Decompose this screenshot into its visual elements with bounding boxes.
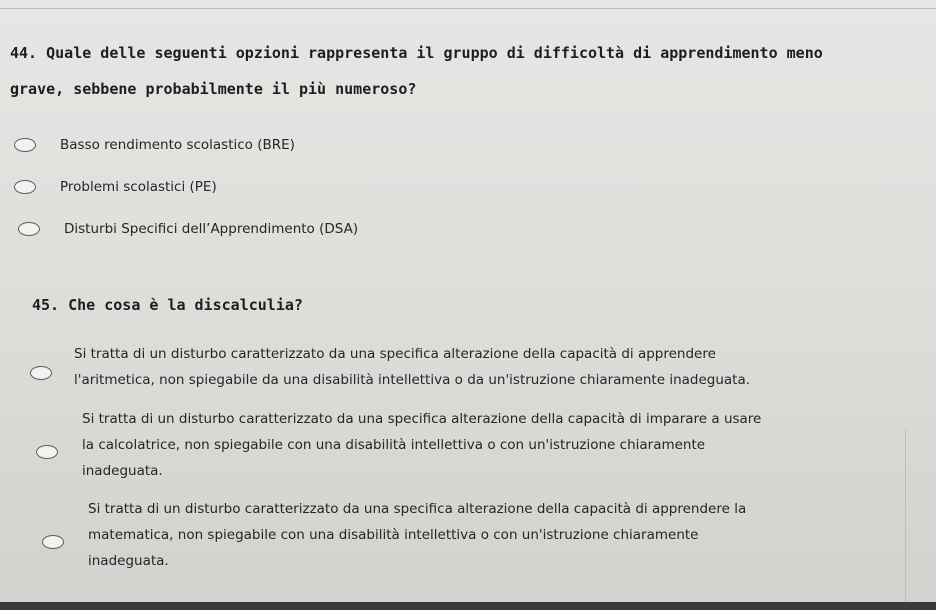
option-label: Basso rendimento scolastico (BRE) — [60, 137, 295, 153]
question-45-option-mathematics[interactable] — [42, 496, 832, 574]
radio-button[interactable] — [36, 445, 58, 459]
question-45-title: 45. Che cosa è la discalculia? — [32, 296, 303, 314]
option-label-line: matematica, non spiegabile con una disabilità intellettiva o con un'istruzione chiaramente — [88, 527, 699, 543]
question-44-option-dsa[interactable] — [18, 216, 458, 242]
radio-button[interactable] — [18, 222, 40, 236]
option-label-line: Si tratta di un disturbo caratterizzato da una specifica alterazione della capacità di imparare a usare — [82, 411, 762, 427]
top-divider — [0, 8, 936, 9]
option-label — [74, 341, 750, 393]
option-label-line: Si tratta di un disturbo caratterizzato da una specifica alterazione della capacità di apprendere — [74, 346, 716, 362]
option-label: Problemi scolastici (PE) — [60, 179, 217, 195]
option-label-line: la calcolatrice, non spiegabile con una disabilità intellettiva o con un'istruzione chiaramente — [82, 437, 706, 453]
option-label-line: inadeguata. — [82, 463, 163, 479]
question-44-option-bre[interactable] — [14, 132, 434, 158]
radio-button[interactable] — [14, 180, 36, 194]
radio-button[interactable] — [42, 535, 64, 549]
question-45-option-calculator[interactable] — [36, 406, 836, 484]
option-label — [82, 406, 761, 484]
question-44-option-pe[interactable] — [14, 174, 434, 200]
question-44-title-line-1: 44. Quale delle seguenti opzioni rappresenta il gruppo di difficoltà di apprendimento meno — [10, 44, 823, 62]
radio-button[interactable] — [30, 366, 52, 380]
option-label — [88, 496, 746, 574]
bottom-edge — [0, 602, 936, 610]
question-44-title-line-2: grave, sebbene probabilmente il più numeroso? — [10, 80, 417, 98]
question-45-option-arithmetic[interactable] — [30, 341, 850, 393]
option-label: Disturbi Specifici dell’Apprendimento (DSA) — [64, 221, 359, 237]
option-label-line: Si tratta di un disturbo caratterizzato da una specifica alterazione della capacità di apprendere la — [88, 501, 747, 517]
right-divider — [905, 430, 906, 602]
option-label-line: l'aritmetica, non spiegabile da una disabilità intellettiva o da un'istruzione chiaramente inadeguata. — [74, 372, 751, 388]
radio-button[interactable] — [14, 138, 36, 152]
option-label-line: inadeguata. — [88, 553, 169, 569]
